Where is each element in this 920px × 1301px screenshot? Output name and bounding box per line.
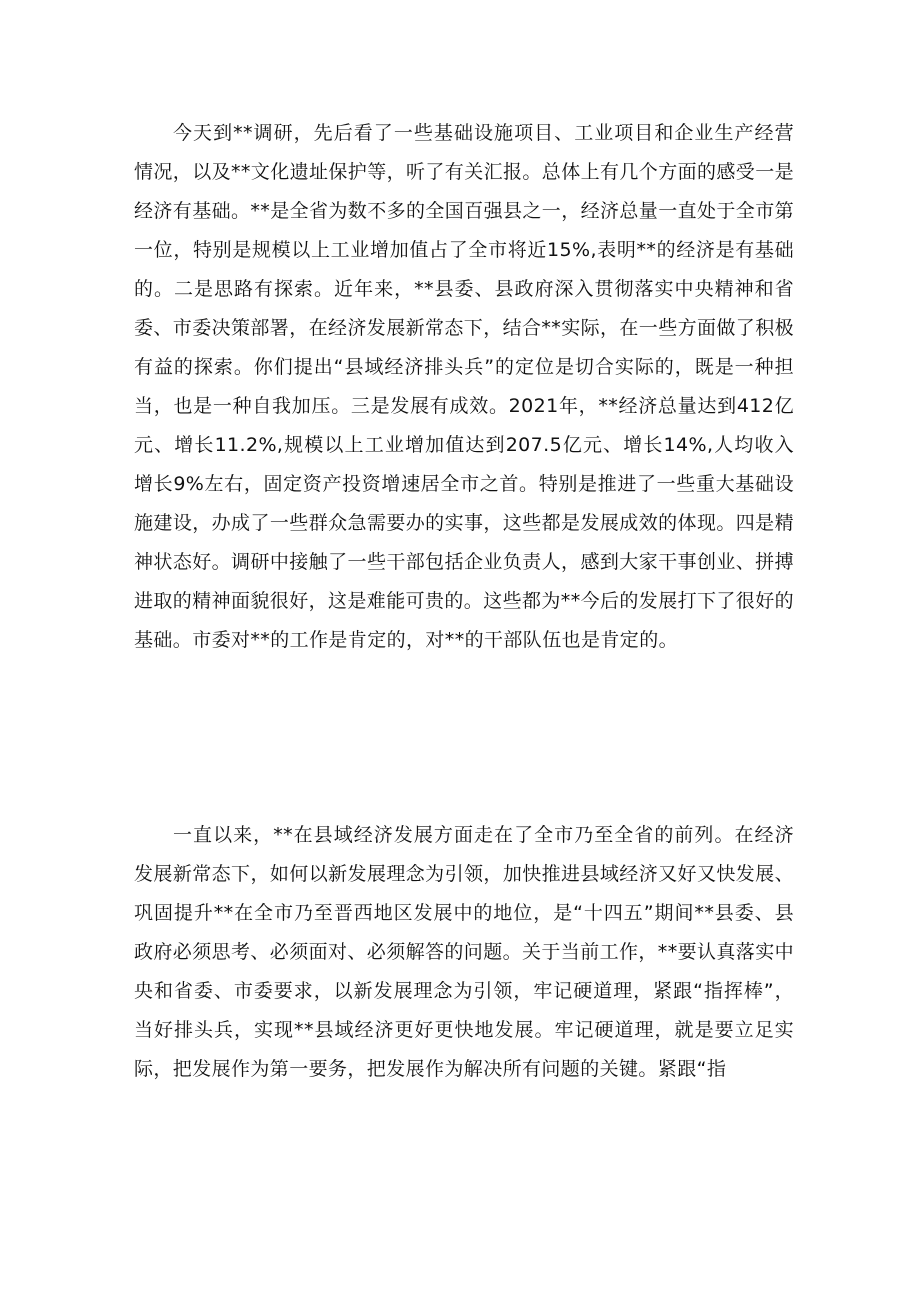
body-paragraph-2: 一直以来，**在县域经济发展方面走在了全市乃至全省的前列。在经济发展新常态下，如何以新发展理念为引领，加快推进县域经济又好又快发展、巩固提升**在全市乃至晋西地区发展中的地位，是“十四五”期间**县委、县政府必须思考、必须面对、必须解答的问题。关于当前工作，**要认真落实中央和省委、市委要求，以新发展理念为引领，牢记硬道理，紧跟“指挥棒”，当好排头兵，实现**县域经济更好更快地发展。牢记硬道理，就是要立足实际，把发展作为第一要务，把发展作为解决所有问题的关键。紧跟“指 — [134, 824, 795, 1080]
body-paragraph-1: 今天到**调研，先后看了一些基础设施项目、工业项目和企业生产经营情况，以及**文化遗址保护等，听了有关汇报。总体上有几个方面的感受一是经济有基础。**是全省为数不多的全国百强县之一，经济总量一直处于全市第一位，特别是规模以上工业增加值占了全市将近15%,表明**的经济是有基础的。二是思路有探索。近年来，**县委、县政府深入贯彻落实中央精神和省委、市委决策部署，在经济发展新常态下，结合**实际，在一些方面做了积极有益的探索。你们提出“县域经济排头兵”的定位是切合实际的，既是一种担当，也是一种自我加压。三是发展有成效。2021年，**经济总量达到412亿元、增长11.2%,规模以上工业增加值达到207.5亿元、增长14%,人均收入增长9%左右，固定资产投资增速居全市之首。特别是推进了一些重大基础设施建设，办成了一些群众急需要办的实事，这些都是发展成效的体现。四是精神状态好。调研中接触了一些干部包括企业负责人，感到大家干事创业、拼搏进取的精神面貌很好，这是难能可贵的。这些都为**今后的发展打下了很好的基础。市委对**的工作是肯定的，对**的干部队伍也是肯定的。 — [134, 122, 795, 651]
